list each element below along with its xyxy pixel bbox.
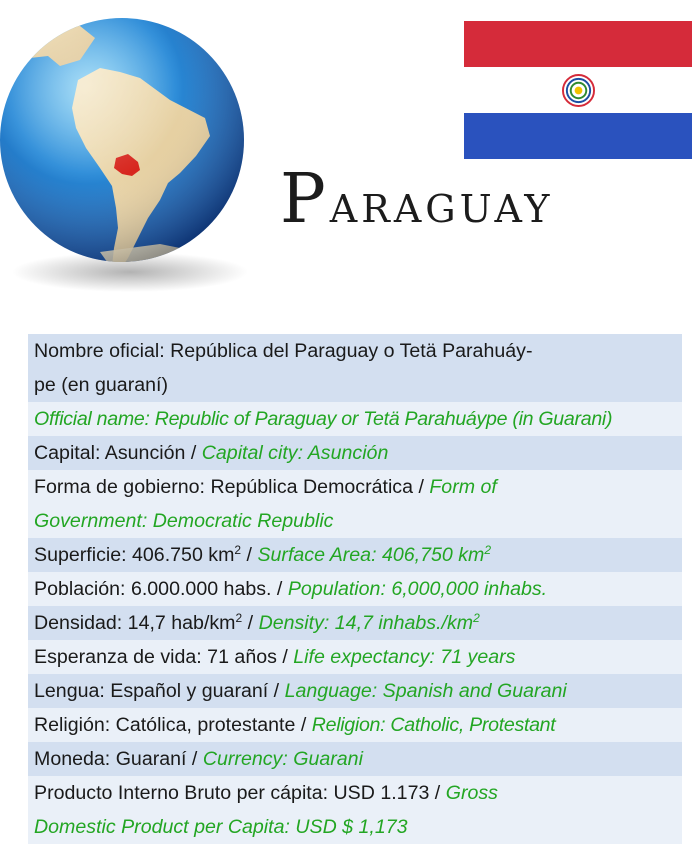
language-es: Lengua: Español y guaraní / (34, 680, 280, 702)
fact-life-expectancy (28, 640, 682, 674)
density-es-sup: 2 (235, 611, 243, 625)
gdp-en-line2: Domestic Product per Capita: USD $ 1,173 (34, 816, 408, 838)
globe-south-america-icon (0, 8, 265, 298)
country-title (280, 160, 554, 239)
fact-capital (28, 436, 682, 470)
gdp-es: Producto Interno Bruto per cápita: USD 1.173 / (34, 782, 441, 804)
capital-es: Capital: Asunción / (34, 442, 197, 464)
flag-red-stripe (464, 21, 692, 67)
population-en: Population: 6,000,000 inhabs. (287, 578, 548, 600)
country-title-rest: araguay (329, 172, 554, 235)
fact-population (28, 572, 682, 606)
density-en: Density: 14,7 inhabs./km (258, 612, 474, 634)
fact-religion (28, 708, 682, 742)
coat-of-arms-icon (562, 74, 595, 107)
density-en-sup: 2 (473, 611, 480, 625)
paraguay-flag-icon (464, 21, 692, 159)
religion-en: Religion: Catholic, Protestant (311, 714, 556, 736)
country-title-initial: P (280, 160, 330, 239)
fact-government (28, 470, 682, 538)
fact-density (28, 606, 682, 640)
government-es: Forma de gobierno: República Democrática / (34, 476, 424, 498)
government-en-line2: Government: Democratic Republic (34, 510, 334, 532)
fact-official-name-en (28, 402, 682, 436)
fact-official-name-es (28, 334, 682, 402)
density-es: Densidad: 14,7 hab/km (34, 612, 236, 634)
fact-currency (28, 742, 682, 776)
official-name-en: Official name: Republic of Paraguay or Tetä Parahuáype (in Guarani) (34, 408, 613, 430)
fact-language (28, 674, 682, 708)
government-en-line1: Form of (429, 476, 497, 498)
area-separator: / (246, 544, 252, 566)
currency-en: Currency: Guarani (202, 748, 363, 770)
fact-area (28, 538, 682, 572)
religion-es: Religión: Católica, protestante / (34, 714, 307, 736)
currency-es: Moneda: Guaraní / (34, 748, 198, 770)
country-facts-table (28, 334, 682, 844)
area-es: Superficie: 406.750 km (34, 544, 235, 566)
area-en-sup: 2 (484, 543, 492, 557)
official-name-es-line1: Nombre oficial: República del Paraguay o Tetä Parahuáy- (34, 340, 533, 362)
capital-en: Capital city: Asunción (201, 442, 389, 464)
flag-blue-stripe (464, 113, 692, 159)
life-expectancy-en: Life expectancy: 71 years (293, 646, 516, 668)
population-es: Población: 6.000.000 habs. / (34, 578, 283, 600)
area-es-sup: 2 (234, 543, 242, 557)
official-name-es-line2: pe (en guaraní) (34, 374, 168, 396)
fact-gdp (28, 776, 682, 844)
language-en: Language: Spanish and Guarani (284, 680, 567, 702)
life-expectancy-es: Esperanza de vida: 71 años / (34, 646, 288, 668)
gdp-en-line1: Gross (445, 782, 498, 804)
density-separator: / (247, 612, 254, 634)
area-en: Surface Area: 406,750 km (257, 544, 485, 566)
